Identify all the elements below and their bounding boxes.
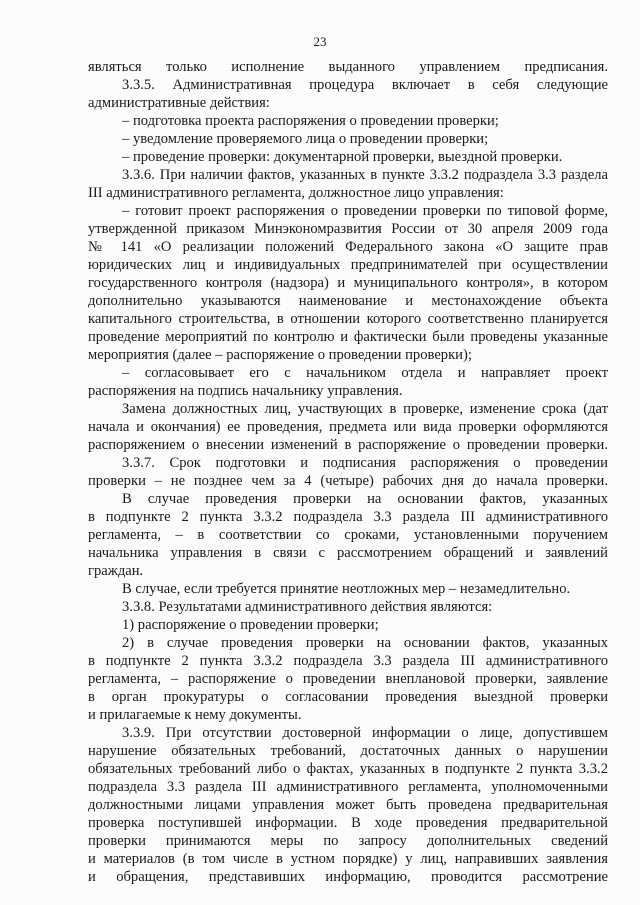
text-line: 1) распоряжение о проведении проверки; bbox=[122, 617, 379, 633]
text-line: начальника управления в связи с рассмотрением обращений и заявлений bbox=[88, 545, 608, 561]
text-line: граждан. bbox=[88, 563, 144, 579]
text-line: подраздела 3.3 раздела III административного регламента, уполномоченными bbox=[88, 779, 608, 795]
text-line: мероприятия (далее – распоряжение о проведении проверки); bbox=[88, 347, 472, 363]
text-line: административные действия: bbox=[88, 95, 270, 111]
text-line: нарушение обязательных требований, достаточных данных о нарушении bbox=[88, 743, 608, 759]
text-line: дополнительно указываются наименование и местонахождение объекта bbox=[88, 293, 608, 309]
text-line: проверка поступившей информации. В ходе проведения предварительной bbox=[88, 815, 608, 831]
text-line: и обращения, представивших информацию, проводится рассмотрение bbox=[88, 869, 608, 885]
text-line: и прилагаемые к нему документы. bbox=[88, 707, 302, 723]
text-line: распоряжения на подпись начальнику управления. bbox=[88, 383, 403, 399]
text-line: – уведомление проверяемого лица о проведении проверки; bbox=[122, 131, 489, 147]
text-line: в орган прокуратуры о согласовании проведения выездной проверки bbox=[88, 689, 608, 705]
text-line: Замена должностных лиц, участвующих в проверке, изменение срока (дат bbox=[122, 401, 608, 417]
text-line: 3.3.8. Результатами административного действия являются: bbox=[122, 599, 493, 615]
text-line: 2) в случае проведения проверки на основании фактов, указанных bbox=[122, 635, 608, 651]
text-line: государственного контроля (надзора) и муниципального контроля», в котором bbox=[88, 275, 608, 291]
text-line: обязательных требований либо о фактах, указанных в подпункте 2 пункта 3.3.2 bbox=[88, 761, 608, 777]
text-line: и материалов (в том числе в устном порядке) у лиц, направивших заявления bbox=[88, 851, 608, 867]
text-line: № 141 «О реализации положений Федерального закона «О защите прав bbox=[88, 239, 608, 255]
text-line: проведение мероприятий по контролю и фактически были проведены указанные bbox=[88, 329, 608, 345]
text-line: юридических лиц и индивидуальных предпринимателей при осуществлении bbox=[88, 257, 608, 273]
text-line: капитального строительства, в отношении которого соответственно планируется bbox=[88, 311, 608, 327]
text-line: начала и окончания) ее проведения, предмета или вида проверки оформляются bbox=[88, 419, 608, 435]
text-line: в подпункте 2 пункта 3.3.2 подраздела 3.3 раздела III административного bbox=[88, 653, 608, 669]
text-line: распоряжением о внесении изменений в распоряжение о проведении проверки. bbox=[88, 437, 608, 453]
text-line: должностными лицами управления может быть проведена предварительная bbox=[88, 797, 608, 813]
text-line: 3.3.9. При отсутствии достоверной информации о лице, допустившем bbox=[122, 725, 608, 741]
text-line: 3.3.5. Административная процедура включает в себя следующие bbox=[122, 77, 608, 93]
text-line: являться только исполнение выданного управлением предписания. bbox=[88, 59, 608, 75]
text-line: проверки принимаются меры по запросу дополнительных сведений bbox=[88, 833, 608, 849]
page-number: 23 bbox=[313, 34, 327, 49]
text-line: 3.3.6. При наличии фактов, указанных в пункте 3.3.2 подраздела 3.3 раздела bbox=[122, 167, 608, 183]
text-line: III административного регламента, должностное лицо управления: bbox=[88, 185, 504, 201]
text-line: В случае проведения проверки на основании фактов, указанных bbox=[122, 491, 608, 507]
text-line: регламента, – распоряжение о проведении внеплановой проверки, заявление bbox=[88, 671, 608, 687]
text-line: – проведение проверки: документарной проверки, выездной проверки. bbox=[122, 149, 563, 165]
text-line: в подпункте 2 пункта 3.3.2 подраздела 3.3 раздела III административного bbox=[88, 509, 608, 525]
text-line: 3.3.7. Срок подготовки и подписания распоряжения о проведении bbox=[122, 455, 608, 471]
text-line: утвержденной приказом Минэкономразвития России от 30 апреля 2009 года bbox=[88, 221, 608, 237]
text-line: – готовит проект распоряжения о проведении проверки по типовой форме, bbox=[122, 203, 608, 219]
text-line: В случае, если требуется принятие неотложных мер – незамедлительно. bbox=[122, 581, 571, 597]
text-line: регламента, – в соответствии со сроками, установленными поручением bbox=[88, 527, 608, 543]
text-line: проверки – не позднее чем за 4 (четыре) рабочих дня до начала проверки. bbox=[88, 473, 608, 489]
text-line: – согласовывает его с начальником отдела и направляет проект bbox=[122, 365, 608, 381]
text-line: – подготовка проекта распоряжения о проведении проверки; bbox=[122, 113, 499, 129]
